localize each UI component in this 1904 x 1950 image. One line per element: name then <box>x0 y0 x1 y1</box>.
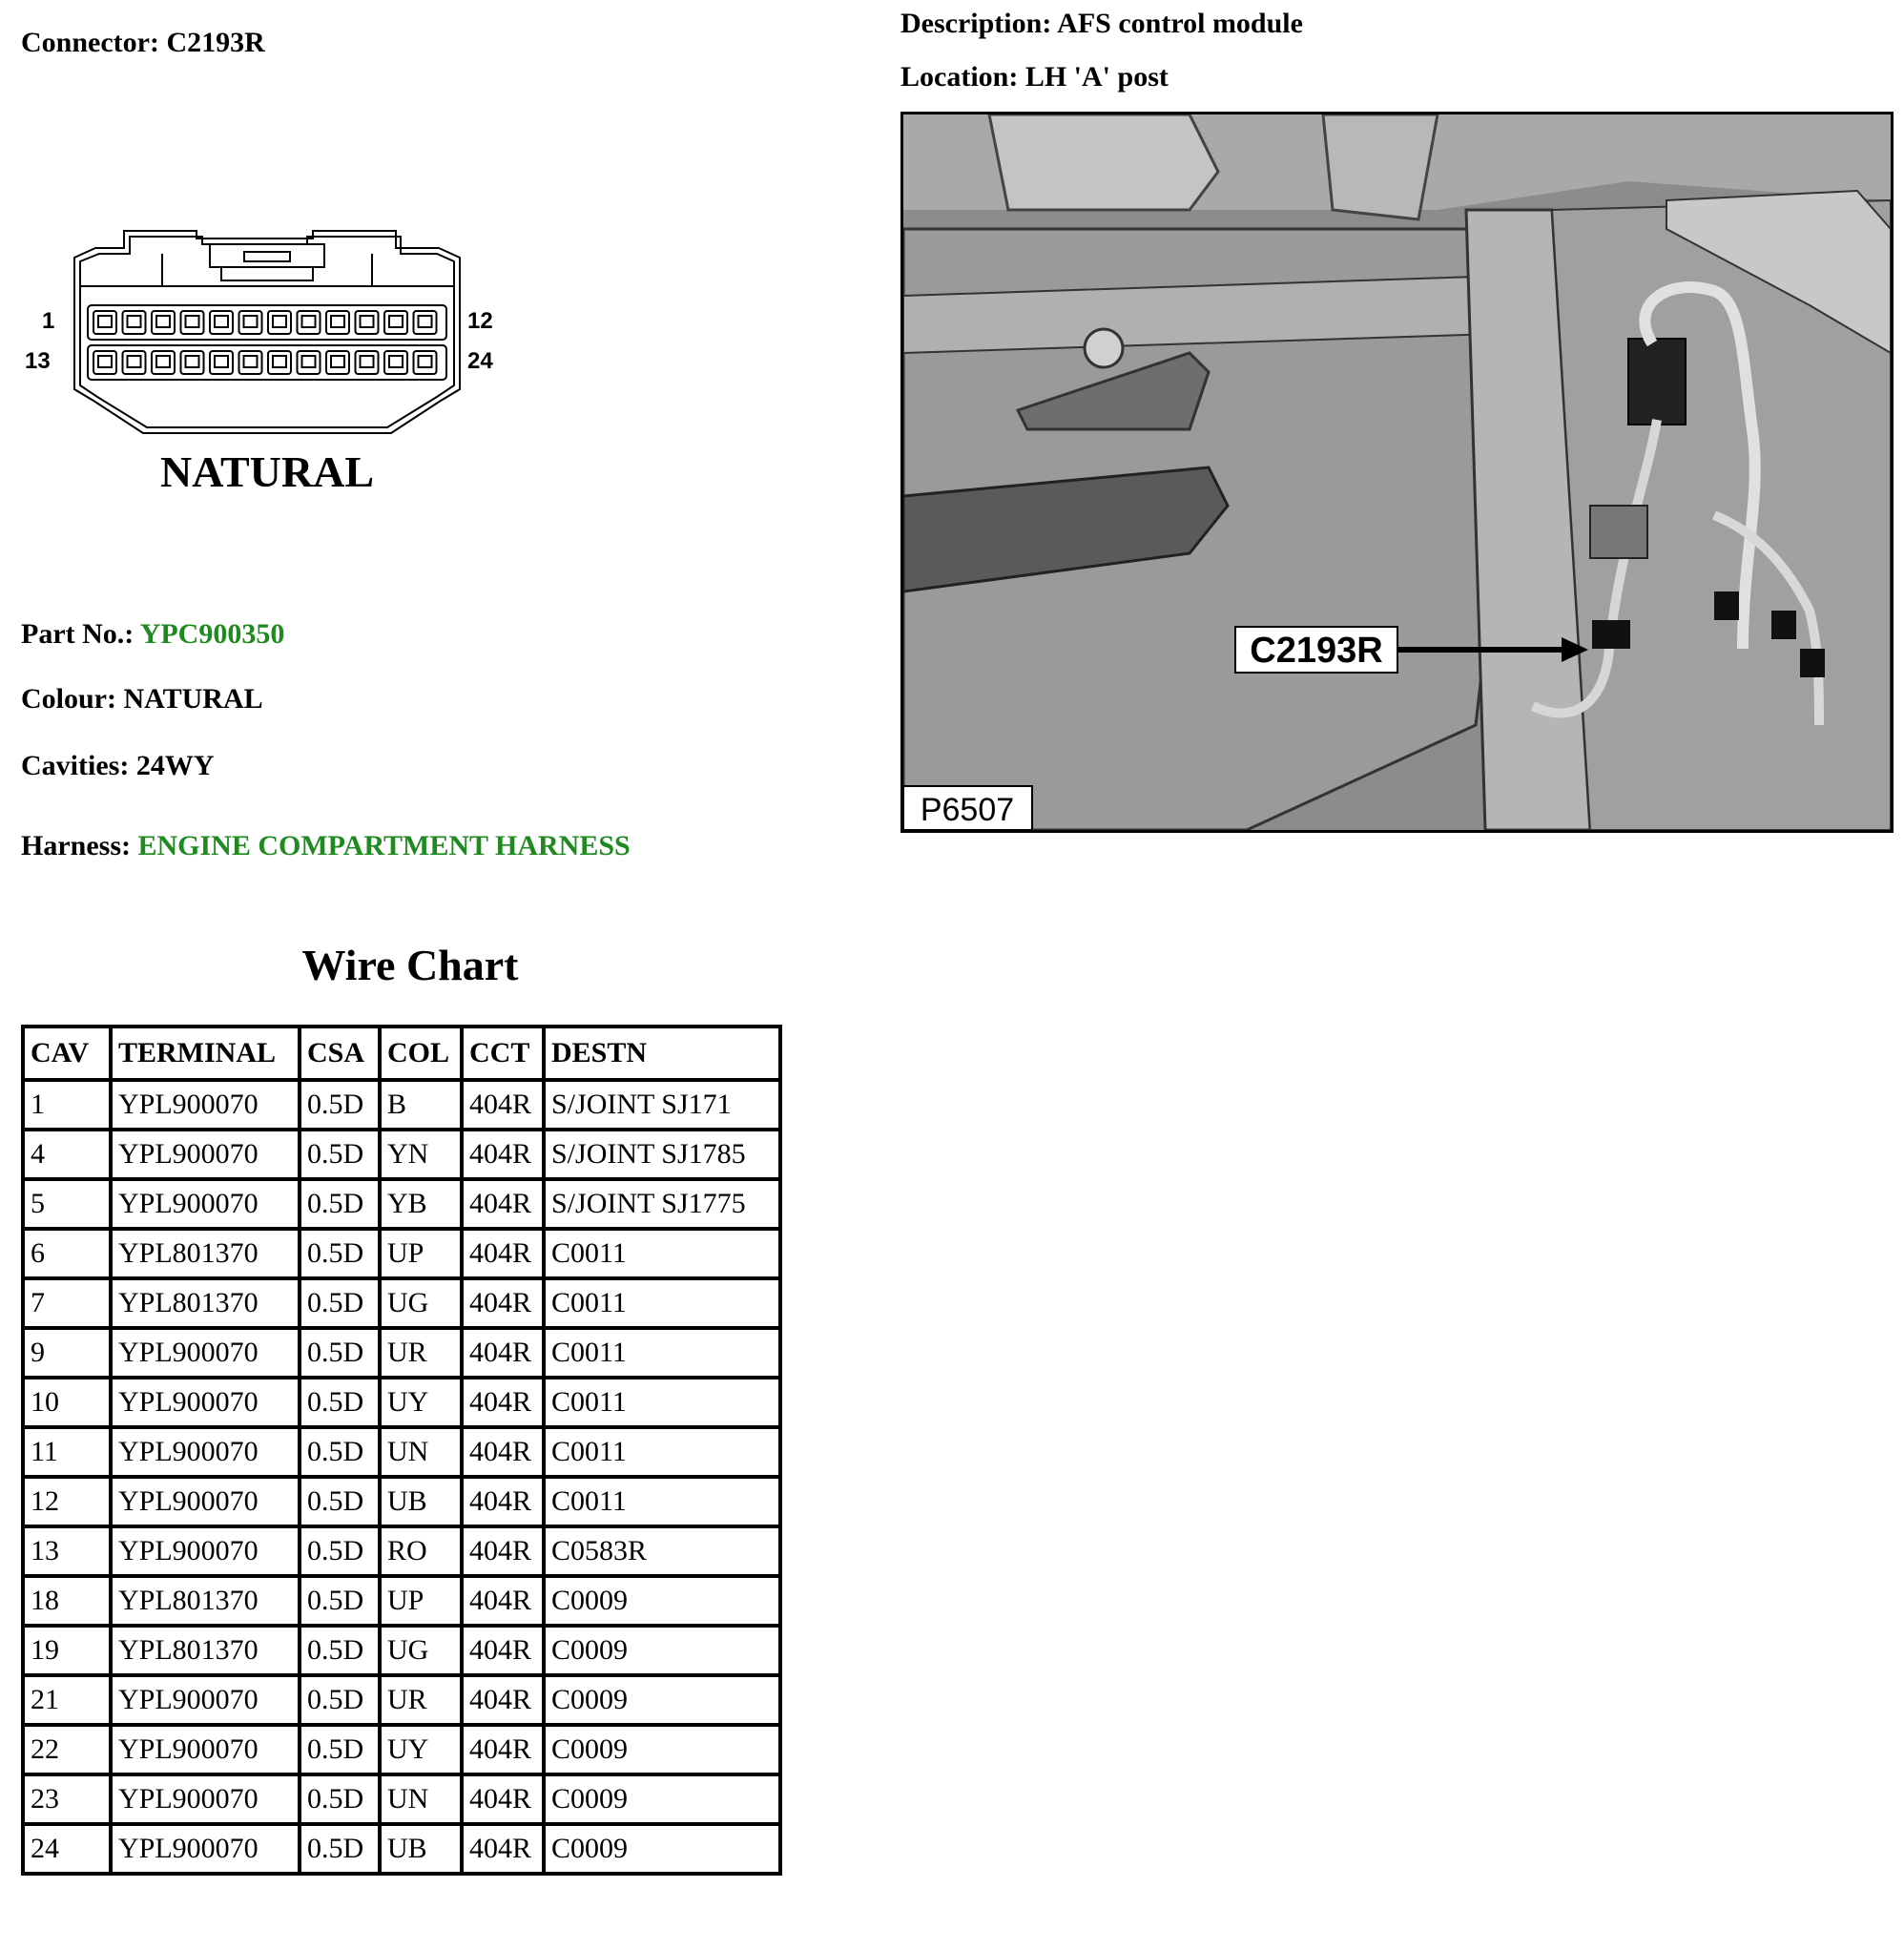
cell-cav: 12 <box>25 1479 113 1528</box>
cell-terminal: YPL900070 <box>113 1082 301 1131</box>
cell-cav: 23 <box>25 1776 113 1826</box>
cavity-terminal <box>302 356 316 367</box>
header-csa: CSA <box>301 1028 382 1082</box>
cavity-terminal <box>186 316 199 327</box>
header-col: COL <box>382 1028 464 1082</box>
cavities-line <box>21 750 214 782</box>
cell-destn: C0011 <box>546 1231 778 1280</box>
cavity-terminal <box>244 316 258 327</box>
harness-label: Harness: <box>21 830 131 861</box>
harness-line <box>21 830 631 862</box>
cell-destn: S/JOINT SJ1785 <box>546 1131 778 1181</box>
cavity-terminal <box>128 316 141 327</box>
cavity-terminal <box>215 356 228 367</box>
harness-value[interactable]: ENGINE COMPARTMENT HARNESS <box>137 830 631 861</box>
cell-csa: 0.5D <box>301 1231 382 1280</box>
cell-cav: 9 <box>25 1330 113 1380</box>
cell-col: RO <box>382 1528 464 1578</box>
cell-terminal: YPL801370 <box>113 1628 301 1677</box>
cell-csa: 0.5D <box>301 1330 382 1380</box>
cell-col: UB <box>382 1479 464 1528</box>
cavity-terminal <box>156 356 170 367</box>
location-photo <box>900 112 1894 833</box>
cell-col: UN <box>382 1429 464 1479</box>
table-row <box>25 1429 778 1479</box>
cell-cct: 404R <box>464 1628 546 1677</box>
cavity-terminal <box>331 356 344 367</box>
connector-value: C2193R <box>166 27 265 58</box>
cell-csa: 0.5D <box>301 1479 382 1528</box>
cell-destn: C0009 <box>546 1776 778 1826</box>
table-row <box>25 1231 778 1280</box>
cell-destn: C0011 <box>546 1479 778 1528</box>
header-cct: CCT <box>464 1028 546 1082</box>
table-row <box>25 1528 778 1578</box>
cell-col: UP <box>382 1578 464 1628</box>
cavity-terminal <box>361 316 374 327</box>
colour-value: NATURAL <box>123 683 263 715</box>
pin-label-12: 12 <box>467 308 493 334</box>
cell-cct: 404R <box>464 1528 546 1578</box>
cell-cav: 19 <box>25 1628 113 1677</box>
cell-csa: 0.5D <box>301 1677 382 1727</box>
cell-destn: C0011 <box>546 1429 778 1479</box>
cell-col: UP <box>382 1231 464 1280</box>
pin-label-24: 24 <box>467 348 493 374</box>
cavity-terminal <box>361 356 374 367</box>
cavity-terminal <box>419 316 432 327</box>
connector-face-diagram <box>19 219 515 506</box>
cavity-terminal <box>98 356 112 367</box>
cell-csa: 0.5D <box>301 1181 382 1231</box>
table-row <box>25 1479 778 1528</box>
cell-col: UG <box>382 1628 464 1677</box>
table-row <box>25 1578 778 1628</box>
cell-terminal: YPL900070 <box>113 1727 301 1776</box>
wire-chart-header-row <box>25 1028 778 1082</box>
cell-cct: 404R <box>464 1280 546 1330</box>
wire-chart-table <box>21 1025 782 1876</box>
cell-cct: 404R <box>464 1330 546 1380</box>
location-line <box>900 61 1169 93</box>
cell-cav: 5 <box>25 1181 113 1231</box>
cell-csa: 0.5D <box>301 1380 382 1429</box>
table-row <box>25 1280 778 1330</box>
table-row <box>25 1131 778 1181</box>
cell-cct: 404R <box>464 1776 546 1826</box>
cell-cav: 13 <box>25 1528 113 1578</box>
cell-terminal: YPL900070 <box>113 1429 301 1479</box>
cell-terminal: YPL900070 <box>113 1677 301 1727</box>
cell-csa: 0.5D <box>301 1280 382 1330</box>
cell-terminal: YPL801370 <box>113 1280 301 1330</box>
cavity-terminal <box>273 316 286 327</box>
cell-cct: 404R <box>464 1181 546 1231</box>
cell-cct: 404R <box>464 1380 546 1429</box>
connector-label: Connector: <box>21 27 159 58</box>
table-row <box>25 1628 778 1677</box>
header-terminal: TERMINAL <box>113 1028 301 1082</box>
cell-cav: 22 <box>25 1727 113 1776</box>
cell-terminal: YPL900070 <box>113 1776 301 1826</box>
cell-col: UB <box>382 1826 464 1872</box>
cell-cct: 404R <box>464 1677 546 1727</box>
cell-cav: 10 <box>25 1380 113 1429</box>
cavity-terminal <box>215 316 228 327</box>
cell-destn: C0009 <box>546 1628 778 1677</box>
cavity-terminal <box>186 356 199 367</box>
cell-csa: 0.5D <box>301 1727 382 1776</box>
cell-csa: 0.5D <box>301 1528 382 1578</box>
cell-cct: 404R <box>464 1826 546 1872</box>
cell-terminal: YPL900070 <box>113 1528 301 1578</box>
cell-csa: 0.5D <box>301 1429 382 1479</box>
colour-label: Colour: <box>21 683 116 715</box>
cavities-value: 24WY <box>135 750 215 781</box>
cavity-terminal <box>302 316 316 327</box>
cell-col: B <box>382 1082 464 1131</box>
cell-csa: 0.5D <box>301 1131 382 1181</box>
description-label: Description: <box>900 8 1052 39</box>
cell-cct: 404R <box>464 1231 546 1280</box>
cell-cav: 4 <box>25 1131 113 1181</box>
cell-terminal: YPL900070 <box>113 1181 301 1231</box>
cell-terminal: YPL900070 <box>113 1826 301 1872</box>
cell-cct: 404R <box>464 1429 546 1479</box>
pin-label-13: 13 <box>25 348 51 374</box>
description-value: AFS control module <box>1057 8 1303 39</box>
cavity-terminal <box>244 356 258 367</box>
cavity-terminal <box>389 356 403 367</box>
header-cav: CAV <box>25 1028 113 1082</box>
header-destn: DESTN <box>546 1028 778 1082</box>
cell-csa: 0.5D <box>301 1776 382 1826</box>
cell-destn: S/JOINT SJ171 <box>546 1082 778 1131</box>
cell-col: UG <box>382 1280 464 1330</box>
location-value: LH 'A' post <box>1024 61 1169 93</box>
cell-csa: 0.5D <box>301 1082 382 1131</box>
table-row <box>25 1727 778 1776</box>
cell-col: UR <box>382 1330 464 1380</box>
cell-csa: 0.5D <box>301 1826 382 1872</box>
cell-destn: C0009 <box>546 1578 778 1628</box>
table-row <box>25 1082 778 1131</box>
table-row <box>25 1826 778 1872</box>
cell-cct: 404R <box>464 1727 546 1776</box>
cell-terminal: YPL801370 <box>113 1578 301 1628</box>
cell-col: UY <box>382 1380 464 1429</box>
cell-cct: 404R <box>464 1578 546 1628</box>
cell-destn: C0011 <box>546 1380 778 1429</box>
cell-cav: 24 <box>25 1826 113 1872</box>
cavity-terminal <box>389 316 403 327</box>
cell-terminal: YPL900070 <box>113 1380 301 1429</box>
table-row <box>25 1776 778 1826</box>
wire-chart-title: Wire Chart <box>301 941 519 989</box>
cell-terminal: YPL900070 <box>113 1131 301 1181</box>
cell-col: UR <box>382 1677 464 1727</box>
cell-csa: 0.5D <box>301 1578 382 1628</box>
cell-destn: C0583R <box>546 1528 778 1578</box>
part-no-label: Part No.: <box>21 618 135 650</box>
cell-destn: C0011 <box>546 1280 778 1330</box>
part-no-value[interactable]: YPC900350 <box>139 618 285 650</box>
cell-destn: C0009 <box>551 1833 629 1864</box>
cavities-label: Cavities: <box>21 750 130 781</box>
cell-cav: 1 <box>25 1082 113 1131</box>
cavity-terminal <box>98 316 112 327</box>
cavity-terminal <box>273 356 286 367</box>
cell-cav: 11 <box>25 1429 113 1479</box>
cavity-terminal <box>331 316 344 327</box>
cavity-terminal <box>419 356 432 367</box>
cell-destn: C0009 <box>546 1727 778 1776</box>
cell-cct: 404R <box>464 1131 546 1181</box>
cell-col: YN <box>382 1131 464 1181</box>
cell-cav: 7 <box>25 1280 113 1330</box>
connector-line <box>21 27 265 59</box>
cell-col: YB <box>382 1181 464 1231</box>
cell-cct: 404R <box>464 1082 546 1131</box>
cavity-terminal <box>156 316 170 327</box>
table-row <box>25 1380 778 1429</box>
diagram-colour-label: NATURAL <box>159 447 375 496</box>
cell-terminal: YPL801370 <box>113 1231 301 1280</box>
cell-destn: S/JOINT SJ1775 <box>546 1181 778 1231</box>
cell-destn: C0009 <box>546 1677 778 1727</box>
cell-destn: C0011 <box>546 1330 778 1380</box>
table-row <box>25 1677 778 1727</box>
cell-csa: 0.5D <box>301 1628 382 1677</box>
part-no-line <box>21 618 284 651</box>
cell-terminal: YPL900070 <box>113 1479 301 1528</box>
photo-callout-label: C2193R <box>1250 631 1383 671</box>
cavity-terminal <box>128 356 141 367</box>
colour-line <box>21 683 263 716</box>
location-label: Location: <box>900 61 1019 93</box>
photo-figure-id: P6507 <box>920 792 1015 828</box>
cell-col: UN <box>382 1776 464 1826</box>
description-line <box>900 8 1303 40</box>
cell-cav: 21 <box>25 1677 113 1727</box>
cell-terminal: YPL900070 <box>113 1330 301 1380</box>
vehicle-interior-illustration <box>903 114 1891 830</box>
pin-label-1: 1 <box>42 308 55 334</box>
cell-cct: 404R <box>464 1479 546 1528</box>
cell-cav: 6 <box>25 1231 113 1280</box>
table-row <box>25 1181 778 1231</box>
cell-cav: 18 <box>25 1578 113 1628</box>
table-row <box>25 1330 778 1380</box>
cell-col: UY <box>382 1727 464 1776</box>
